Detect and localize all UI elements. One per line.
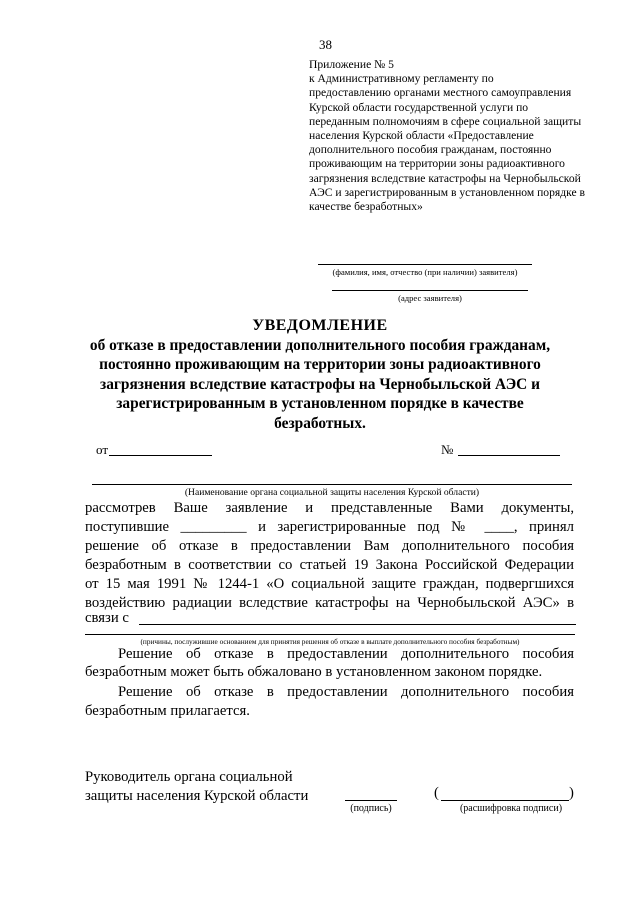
appendix-line: переданным полномочиям в сфере социальной защиты xyxy=(309,114,582,128)
attached-line: Решение об отказе в предоставлении дополнительного пособия xyxy=(118,684,574,700)
appeal-line: безработным может быть обжаловано в установленном законом порядке. xyxy=(85,664,543,680)
signature-caption: (подпись) xyxy=(350,803,392,814)
organ-name-line xyxy=(92,484,572,485)
title-line: об отказе в предоставлении дополнительного пособия гражданам, xyxy=(89,336,551,354)
signer-position-line: защиты населения Курской области xyxy=(85,788,309,804)
applicant-name-line xyxy=(318,264,532,265)
body-line: от 15 мая 1991 № 1244-1 «О социальной защите граждан, подвергшихся xyxy=(85,576,574,592)
decoding-line xyxy=(441,800,569,801)
page-number: 38 xyxy=(319,37,332,52)
appendix-header xyxy=(309,58,585,214)
from-label: от xyxy=(96,442,109,457)
appendix-line: качестве безработных» xyxy=(309,200,423,214)
document-heading: УВЕДОМЛЕНИЕ xyxy=(252,317,388,334)
title-line: постоянно проживающим на территории зоны радиоактивного xyxy=(99,356,541,373)
signer-position xyxy=(85,768,308,806)
appendix-line: проживающим на территории зоны радиоактивного xyxy=(309,157,565,171)
body-line: рассмотрев Ваше заявление и представленные Вами документы, xyxy=(85,500,574,516)
appendix-line: предоставлению органами местного самоуправления xyxy=(309,86,572,100)
decoding-open-paren: ( xyxy=(434,785,439,801)
applicant-address-caption: (адрес заявителя) xyxy=(398,293,462,303)
organ-name-caption: (Наименование органа социальной защиты населения Курской области) xyxy=(184,487,480,498)
document-number-line xyxy=(458,455,560,456)
appendix-line: дополнительного пособия гражданам, постоянно xyxy=(309,143,552,157)
body-line: решение об отказе в предоставлении Вам дополнительного пособия xyxy=(85,538,574,554)
appendix-line: населения Курской области «Предоставление xyxy=(309,129,534,143)
appendix-line: Приложение № 5 xyxy=(309,58,394,71)
applicant-address-line xyxy=(332,290,528,291)
appendix-line: Курской области государственной услуги по xyxy=(309,100,529,114)
number-label: № xyxy=(441,442,454,457)
from-date-line xyxy=(109,455,212,456)
title-line: безработных. xyxy=(274,414,366,432)
reasons-caption: (причины, послужившие основанием для принятия решения об отказе в выплате дополнительного пособия безработным) xyxy=(140,637,520,646)
appendix-line: АЭС и зарегистрированным в установленном порядке в xyxy=(309,185,585,199)
reason-line-2 xyxy=(85,634,575,635)
applicant-name-caption: (фамилия, имя, отчество (при наличии) заявителя) xyxy=(332,267,518,277)
in-connection-label: связи с xyxy=(85,610,129,626)
body-line: безработным в соответствии со статьей 19 Закона Российской Федерации xyxy=(85,557,574,573)
appendix-line: загрязнения вследствие катастрофы на Чернобыльской xyxy=(309,171,581,185)
body-line: воздействию радиации вследствие катастрофы на Чернобыльской АЭС» в xyxy=(85,595,574,611)
signature-line xyxy=(345,800,397,801)
decoding-close-paren: ) xyxy=(569,785,574,801)
appendix-line: к Административному регламенту по xyxy=(309,72,494,86)
title-line: загрязнения вследствие катастрофы на Чернобыльской АЭС и xyxy=(100,375,540,393)
signer-position-line: Руководитель органа социальной xyxy=(85,769,293,785)
decoding-caption: (расшифровка подписи) xyxy=(459,803,563,814)
title-line: зарегистрированным в установленном порядке в качестве xyxy=(116,395,524,412)
notification-title xyxy=(0,316,640,433)
reason-line-1 xyxy=(139,624,576,625)
attached-line: безработным прилагается. xyxy=(85,703,250,719)
appeal-line: Решение об отказе в предоставлении дополнительного пособия xyxy=(118,646,574,662)
body-line: поступившие _________ и зарегистрированные под № ____, принял xyxy=(85,519,574,535)
